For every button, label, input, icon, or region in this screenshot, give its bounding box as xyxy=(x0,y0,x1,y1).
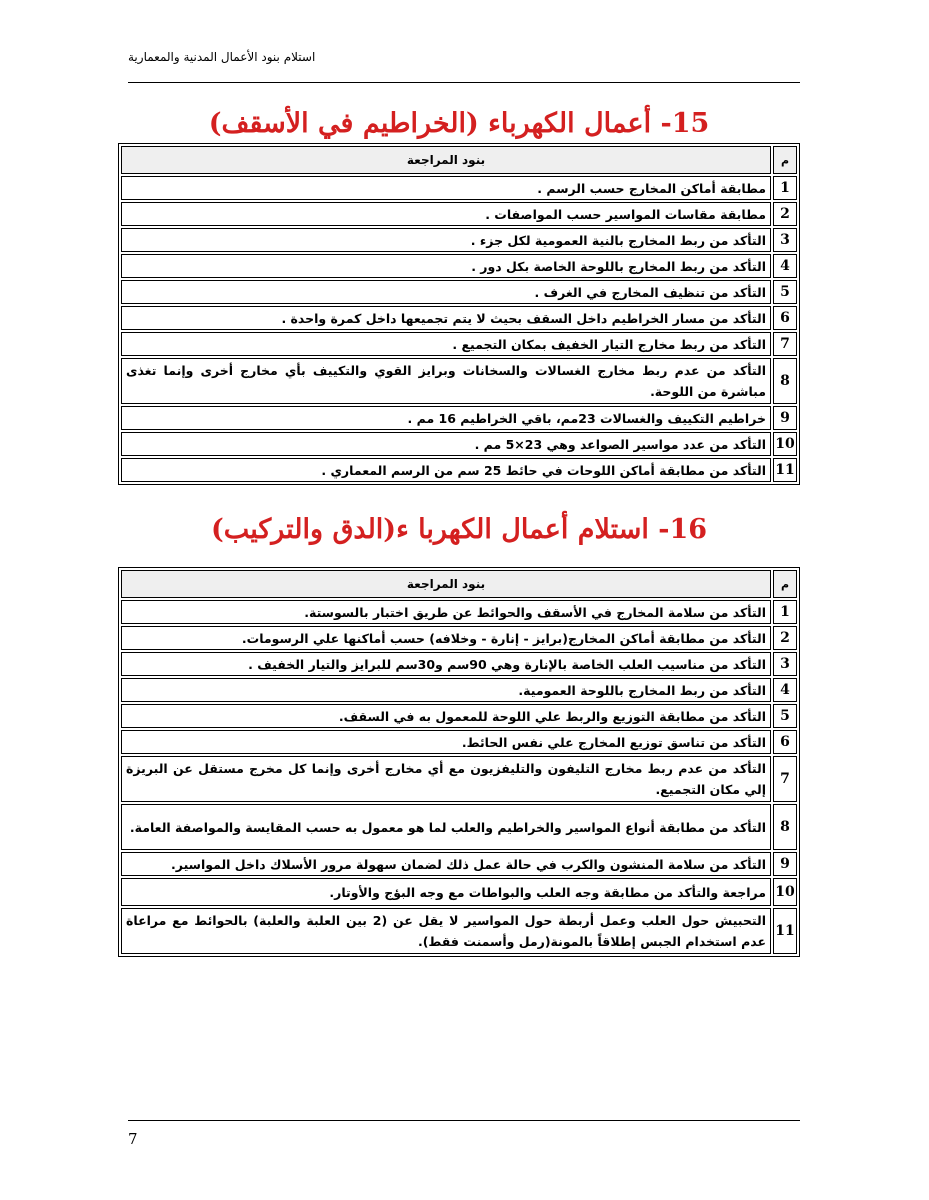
table-row xyxy=(121,852,797,876)
footer-divider xyxy=(128,1120,800,1121)
row-number: 6 xyxy=(773,306,797,330)
row-text: التأكد من عدد مواسير الصواعد وهي 23×5 مم . xyxy=(121,432,771,456)
table-row xyxy=(121,332,797,356)
row-number: 11 xyxy=(773,458,797,482)
row-text: التأكد من عدم ربط مخارج التليفون والتليفزيون مع أي مخارج أخرى وإنما كل مخرج مستقل عن البريزة إلي مكان التجميع. xyxy=(121,756,771,802)
row-text: التأكد من مسار الخراطيم داخل السقف بحيث لا يتم تجميعها داخل كمرة واحدة . xyxy=(121,306,771,330)
row-number: 4 xyxy=(773,678,797,702)
column-header-items: بنود المراجعة xyxy=(121,146,771,174)
row-text: التأكد من سلامة المنشون والكرب في حالة عمل ذلك لضمان سهولة مرور الأسلاك داخل المواسير. xyxy=(121,852,771,876)
table-row xyxy=(121,908,797,954)
table-row xyxy=(121,730,797,754)
row-number: 3 xyxy=(773,228,797,252)
table-row xyxy=(121,202,797,226)
row-number: 10 xyxy=(773,878,797,906)
table-row xyxy=(121,406,797,430)
row-number: 11 xyxy=(773,908,797,954)
row-text: التأكد من سلامة المخارج في الأسقف والحوائط عن طريق اختبار بالسوستة. xyxy=(121,600,771,624)
row-number: 5 xyxy=(773,280,797,304)
table-row xyxy=(121,756,797,802)
row-text: مطابقة مقاسات المواسير حسب المواصفات . xyxy=(121,202,771,226)
row-text: التأكد من مطابقة أماكن المخارج(برايز - إنارة - وخلافه) حسب أماكنها علي الرسومات. xyxy=(121,626,771,650)
row-number: 3 xyxy=(773,652,797,676)
row-number: 10 xyxy=(773,432,797,456)
column-header-items: بنود المراجعة xyxy=(121,570,771,598)
row-number: 7 xyxy=(773,332,797,356)
table-row xyxy=(121,878,797,906)
section-16-table xyxy=(118,567,800,957)
table-row xyxy=(121,458,797,482)
row-text: التأكد من ربط المخارج بالنية العمومية لكل جزء . xyxy=(121,228,771,252)
table-row xyxy=(121,280,797,304)
header-divider xyxy=(128,82,800,83)
row-text: التأكد من عدم ربط مخارج الغسالات والسخانات وبرايز القوي والتكييف بأي مخارج أخرى وإنما تغذى مباشرة من اللوحة. xyxy=(121,358,771,404)
row-number: 5 xyxy=(773,704,797,728)
row-number: 1 xyxy=(773,176,797,200)
row-text: التحبيش حول العلب وعمل أربطة حول المواسير لا يقل عن (2 بين العلبة والعلبة) بالحوائط مع مراعاة عدم استخدام الجبس إطلاقاً بالمونة(رمل وأسمنت فقط). xyxy=(121,908,771,954)
page-header-title: استلام بنود الأعمال المدنية والمعمارية xyxy=(128,50,316,64)
row-text: التأكد من مطابقة أماكن اللوحات في حائط 25 سم من الرسم المعماري . xyxy=(121,458,771,482)
table-row xyxy=(121,804,797,850)
row-text: مطابقة أماكن المخارج حسب الرسم . xyxy=(121,176,771,200)
row-number: 4 xyxy=(773,254,797,278)
row-text: التأكد من ربط المخارج باللوحة العمومية. xyxy=(121,678,771,702)
table-row xyxy=(121,626,797,650)
row-number: 9 xyxy=(773,406,797,430)
row-number: 2 xyxy=(773,202,797,226)
table-row xyxy=(121,432,797,456)
section-16-title: 16- استلام أعمال الكهربا ء(الدق والتركيب) xyxy=(210,514,708,545)
row-text: التأكد من ربط المخارج باللوحة الخاصة بكل دور . xyxy=(121,254,771,278)
table-row xyxy=(121,704,797,728)
row-text: مراجعة والتأكد من مطابقة وجه العلب والبواطات مع وجه البؤج والأوتار. xyxy=(121,878,771,906)
row-text: التأكد من مطابقة أنواع المواسير والخراطيم والعلب لما هو معمول به حسب المقايسة والمواصفة العامة. xyxy=(121,804,771,850)
row-number: 9 xyxy=(773,852,797,876)
column-header-number: م xyxy=(773,146,797,174)
table-row xyxy=(121,600,797,624)
row-text: التأكد من ربط مخارج التيار الخفيف بمكان التجميع . xyxy=(121,332,771,356)
row-number: 6 xyxy=(773,730,797,754)
section-15-table xyxy=(118,143,800,485)
table-row xyxy=(121,358,797,404)
row-text: التأكد من تناسق توزيع المخارج علي نفس الحائط. xyxy=(121,730,771,754)
table-row xyxy=(121,228,797,252)
row-text: التأكد من مناسيب العلب الخاصة بالإنارة وهي 90سم و30سم للبرايز والتيار الخفيف . xyxy=(121,652,771,676)
column-header-number: م xyxy=(773,570,797,598)
row-text: التأكد من مطابقة التوزيع والربط علي اللوحة للمعمول به في السقف. xyxy=(121,704,771,728)
table-row xyxy=(121,652,797,676)
table-header-row xyxy=(121,570,797,598)
row-text: خراطيم التكييف والغسالات 23مم، باقي الخراطيم 16 مم . xyxy=(121,406,771,430)
table-row xyxy=(121,254,797,278)
row-number: 1 xyxy=(773,600,797,624)
row-number: 7 xyxy=(773,756,797,802)
row-number: 8 xyxy=(773,358,797,404)
table-row xyxy=(121,678,797,702)
table-row xyxy=(121,176,797,200)
row-number: 8 xyxy=(773,804,797,850)
page-number: 7 xyxy=(128,1130,138,1148)
row-text: التأكد من تنظيف المخارج في الغرف . xyxy=(121,280,771,304)
row-number: 2 xyxy=(773,626,797,650)
section-15-title: 15- أعمال الكهرباء (الخراطيم في الأسقف) xyxy=(208,108,710,139)
table-header-row xyxy=(121,146,797,174)
table-row xyxy=(121,306,797,330)
